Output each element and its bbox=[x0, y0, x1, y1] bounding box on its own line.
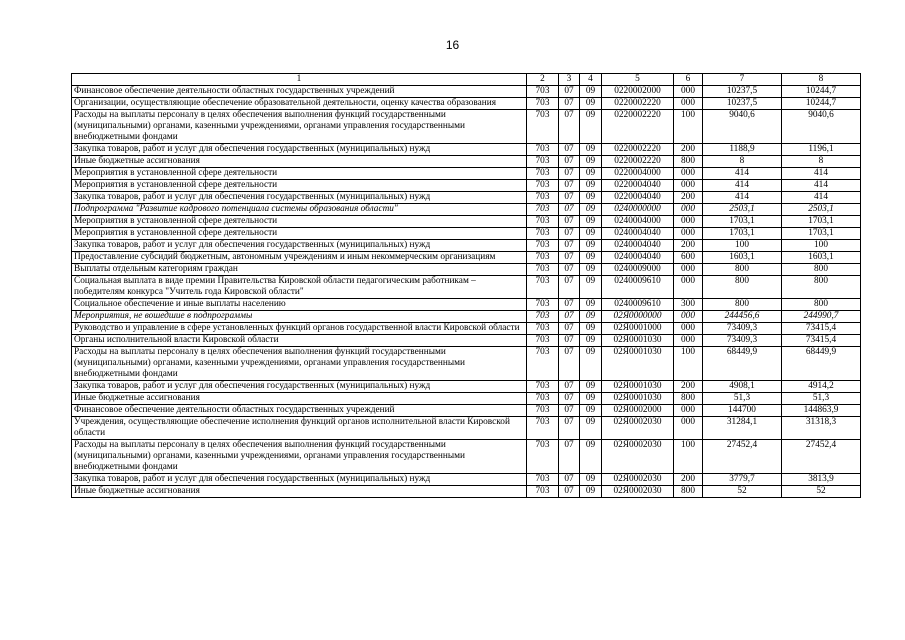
ministry-code-cell: 703 bbox=[527, 240, 559, 252]
row-name-cell: Финансовое обеспечение деятельности областных государственных учреждений bbox=[72, 405, 527, 417]
target-article-cell: 0220004000 bbox=[602, 168, 674, 180]
table-row bbox=[72, 192, 861, 204]
amount-year2-cell: 144863,9 bbox=[782, 405, 861, 417]
amount-year2-cell: 414 bbox=[782, 192, 861, 204]
subsection-cell: 09 bbox=[580, 417, 602, 440]
subsection-cell: 09 bbox=[580, 276, 602, 299]
row-name-cell: Расходы на выплаты персоналу в целях обеспечения выполнения функций государственными (муниципальными) органами, казенными учреждениями, органами управления государственными внебюджетными фондами bbox=[72, 347, 527, 381]
amount-year1-cell: 1703,1 bbox=[703, 216, 782, 228]
amount-year1-cell: 244456,6 bbox=[703, 311, 782, 323]
amount-year1-cell: 8 bbox=[703, 156, 782, 168]
row-name-cell: Закупка товаров, работ и услуг для обеспечения государственных (муниципальных) нужд bbox=[72, 144, 527, 156]
column-header: 1 bbox=[72, 74, 527, 86]
row-name-cell: Подпрограмма "Развитие кадрового потенциала системы образования области" bbox=[72, 204, 527, 216]
amount-year2-cell: 1703,1 bbox=[782, 216, 861, 228]
subsection-cell: 09 bbox=[580, 405, 602, 417]
amount-year1-cell: 1703,1 bbox=[703, 228, 782, 240]
column-header: 8 bbox=[782, 74, 861, 86]
row-name-cell: Закупка товаров, работ и услуг для обеспечения государственных (муниципальных) нужд bbox=[72, 240, 527, 252]
subsection-cell: 09 bbox=[580, 393, 602, 405]
expense-type-cell: 200 bbox=[674, 381, 703, 393]
amount-year1-cell: 10237,5 bbox=[703, 86, 782, 98]
table-row bbox=[72, 228, 861, 240]
row-name-cell: Закупка товаров, работ и услуг для обеспечения государственных (муниципальных) нужд bbox=[72, 381, 527, 393]
expense-type-cell: 800 bbox=[674, 486, 703, 498]
subsection-cell: 09 bbox=[580, 228, 602, 240]
target-article-cell: 0240004040 bbox=[602, 228, 674, 240]
subsection-cell: 09 bbox=[580, 192, 602, 204]
subsection-cell: 09 bbox=[580, 240, 602, 252]
row-name-cell: Учреждения, осуществляющие обеспечение исполнения функций органов исполнительной власти Кировской области bbox=[72, 417, 527, 440]
amount-year2-cell: 414 bbox=[782, 168, 861, 180]
subsection-cell: 09 bbox=[580, 323, 602, 335]
section-cell: 07 bbox=[559, 204, 580, 216]
target-article-cell: 0220004040 bbox=[602, 180, 674, 192]
table-row bbox=[72, 381, 861, 393]
table-row bbox=[72, 144, 861, 156]
table-row bbox=[72, 156, 861, 168]
ministry-code-cell: 703 bbox=[527, 486, 559, 498]
amount-year2-cell: 1603,1 bbox=[782, 252, 861, 264]
column-header: 2 bbox=[527, 74, 559, 86]
table-row bbox=[72, 276, 861, 299]
amount-year2-cell: 73415,4 bbox=[782, 335, 861, 347]
amount-year1-cell: 3779,7 bbox=[703, 474, 782, 486]
expense-type-cell: 000 bbox=[674, 168, 703, 180]
section-cell: 07 bbox=[559, 168, 580, 180]
amount-year1-cell: 51,3 bbox=[703, 393, 782, 405]
ministry-code-cell: 703 bbox=[527, 168, 559, 180]
table-row bbox=[72, 252, 861, 264]
target-article-cell: 02Я0001030 bbox=[602, 335, 674, 347]
section-cell: 07 bbox=[559, 440, 580, 474]
amount-year1-cell: 68449,9 bbox=[703, 347, 782, 381]
target-article-cell: 02Я0002030 bbox=[602, 474, 674, 486]
target-article-cell: 02Я0002030 bbox=[602, 440, 674, 474]
ministry-code-cell: 703 bbox=[527, 474, 559, 486]
amount-year1-cell: 414 bbox=[703, 192, 782, 204]
subsection-cell: 09 bbox=[580, 156, 602, 168]
table-row bbox=[72, 335, 861, 347]
ministry-code-cell: 703 bbox=[527, 204, 559, 216]
row-name-cell: Расходы на выплаты персоналу в целях обеспечения выполнения функций государственными (муниципальными) органами, казенными учреждениями, органами управления государственными внебюджетными фондами bbox=[72, 110, 527, 144]
table-row bbox=[72, 86, 861, 98]
amount-year1-cell: 2503,1 bbox=[703, 204, 782, 216]
ministry-code-cell: 703 bbox=[527, 347, 559, 381]
amount-year2-cell: 800 bbox=[782, 264, 861, 276]
section-cell: 07 bbox=[559, 276, 580, 299]
amount-year1-cell: 73409,3 bbox=[703, 335, 782, 347]
column-header: 4 bbox=[580, 74, 602, 86]
row-name-cell: Организации, осуществляющие обеспечение образовательной деятельности, оценку качества образования bbox=[72, 98, 527, 110]
section-cell: 07 bbox=[559, 347, 580, 381]
section-cell: 07 bbox=[559, 417, 580, 440]
table-row bbox=[72, 405, 861, 417]
section-cell: 07 bbox=[559, 216, 580, 228]
row-name-cell: Руководство и управление в сфере установленных функций органов государственной власти Кировской области bbox=[72, 323, 527, 335]
ministry-code-cell: 703 bbox=[527, 192, 559, 204]
ministry-code-cell: 703 bbox=[527, 299, 559, 311]
amount-year2-cell: 68449,9 bbox=[782, 347, 861, 381]
expense-type-cell: 000 bbox=[674, 276, 703, 299]
expense-type-cell: 200 bbox=[674, 240, 703, 252]
amount-year2-cell: 4914,2 bbox=[782, 381, 861, 393]
ministry-code-cell: 703 bbox=[527, 228, 559, 240]
expense-type-cell: 000 bbox=[674, 180, 703, 192]
target-article-cell: 0220004040 bbox=[602, 192, 674, 204]
subsection-cell: 09 bbox=[580, 381, 602, 393]
section-cell: 07 bbox=[559, 474, 580, 486]
table-row bbox=[72, 264, 861, 276]
amount-year2-cell: 10244,7 bbox=[782, 98, 861, 110]
subsection-cell: 09 bbox=[580, 311, 602, 323]
ministry-code-cell: 703 bbox=[527, 393, 559, 405]
subsection-cell: 09 bbox=[580, 474, 602, 486]
table-row bbox=[72, 486, 861, 498]
budget-table bbox=[71, 73, 861, 498]
target-article-cell: 02Я0002030 bbox=[602, 417, 674, 440]
expense-type-cell: 000 bbox=[674, 323, 703, 335]
amount-year1-cell: 800 bbox=[703, 299, 782, 311]
table-row bbox=[72, 204, 861, 216]
ministry-code-cell: 703 bbox=[527, 98, 559, 110]
table-row bbox=[72, 110, 861, 144]
section-cell: 07 bbox=[559, 311, 580, 323]
amount-year2-cell: 8 bbox=[782, 156, 861, 168]
target-article-cell: 02Я0000000 bbox=[602, 311, 674, 323]
amount-year1-cell: 31284,1 bbox=[703, 417, 782, 440]
amount-year2-cell: 100 bbox=[782, 240, 861, 252]
section-cell: 07 bbox=[559, 156, 580, 168]
target-article-cell: 0240009000 bbox=[602, 264, 674, 276]
target-article-cell: 0220002220 bbox=[602, 110, 674, 144]
row-name-cell: Органы исполнительной власти Кировской области bbox=[72, 335, 527, 347]
table-row bbox=[72, 180, 861, 192]
amount-year2-cell: 800 bbox=[782, 276, 861, 299]
amount-year2-cell: 414 bbox=[782, 180, 861, 192]
table-body bbox=[72, 86, 861, 498]
ministry-code-cell: 703 bbox=[527, 323, 559, 335]
section-cell: 07 bbox=[559, 180, 580, 192]
row-name-cell: Мероприятия, не вошедшие в подпрограммы bbox=[72, 311, 527, 323]
section-cell: 07 bbox=[559, 192, 580, 204]
ministry-code-cell: 703 bbox=[527, 276, 559, 299]
ministry-code-cell: 703 bbox=[527, 144, 559, 156]
row-name-cell: Мероприятия в установленной сфере деятельности bbox=[72, 168, 527, 180]
subsection-cell: 09 bbox=[580, 86, 602, 98]
amount-year2-cell: 73415,4 bbox=[782, 323, 861, 335]
column-header: 3 bbox=[559, 74, 580, 86]
expense-type-cell: 000 bbox=[674, 86, 703, 98]
section-cell: 07 bbox=[559, 299, 580, 311]
amount-year1-cell: 144700 bbox=[703, 405, 782, 417]
row-name-cell: Закупка товаров, работ и услуг для обеспечения государственных (муниципальных) нужд bbox=[72, 192, 527, 204]
subsection-cell: 09 bbox=[580, 252, 602, 264]
subsection-cell: 09 bbox=[580, 347, 602, 381]
row-name-cell: Мероприятия в установленной сфере деятельности bbox=[72, 216, 527, 228]
expense-type-cell: 100 bbox=[674, 347, 703, 381]
target-article-cell: 02Я0002030 bbox=[602, 486, 674, 498]
table-row bbox=[72, 347, 861, 381]
subsection-cell: 09 bbox=[580, 486, 602, 498]
row-name-cell: Иные бюджетные ассигнования bbox=[72, 156, 527, 168]
target-article-cell: 0240004000 bbox=[602, 216, 674, 228]
expense-type-cell: 800 bbox=[674, 156, 703, 168]
section-cell: 07 bbox=[559, 240, 580, 252]
expense-type-cell: 000 bbox=[674, 311, 703, 323]
amount-year1-cell: 52 bbox=[703, 486, 782, 498]
expense-type-cell: 100 bbox=[674, 110, 703, 144]
target-article-cell: 02Я0001000 bbox=[602, 323, 674, 335]
expense-type-cell: 200 bbox=[674, 192, 703, 204]
section-cell: 07 bbox=[559, 252, 580, 264]
amount-year1-cell: 1603,1 bbox=[703, 252, 782, 264]
ministry-code-cell: 703 bbox=[527, 86, 559, 98]
row-name-cell: Социальное обеспечение и иные выплаты населению bbox=[72, 299, 527, 311]
section-cell: 07 bbox=[559, 335, 580, 347]
column-header: 7 bbox=[703, 74, 782, 86]
page-number: 16 bbox=[445, 38, 460, 52]
row-name-cell: Иные бюджетные ассигнования bbox=[72, 393, 527, 405]
amount-year2-cell: 2503,1 bbox=[782, 204, 861, 216]
ministry-code-cell: 703 bbox=[527, 381, 559, 393]
expense-type-cell: 000 bbox=[674, 216, 703, 228]
target-article-cell: 02Я0001030 bbox=[602, 381, 674, 393]
expense-type-cell: 200 bbox=[674, 144, 703, 156]
table-row bbox=[72, 311, 861, 323]
target-article-cell: 0240009610 bbox=[602, 299, 674, 311]
amount-year1-cell: 800 bbox=[703, 264, 782, 276]
table-row bbox=[72, 474, 861, 486]
expense-type-cell: 200 bbox=[674, 474, 703, 486]
ministry-code-cell: 703 bbox=[527, 156, 559, 168]
row-name-cell: Мероприятия в установленной сфере деятельности bbox=[72, 228, 527, 240]
table-row bbox=[72, 299, 861, 311]
subsection-cell: 09 bbox=[580, 98, 602, 110]
target-article-cell: 0220002220 bbox=[602, 98, 674, 110]
target-article-cell: 02Я0001030 bbox=[602, 347, 674, 381]
section-cell: 07 bbox=[559, 98, 580, 110]
amount-year2-cell: 10244,7 bbox=[782, 86, 861, 98]
subsection-cell: 09 bbox=[580, 144, 602, 156]
amount-year2-cell: 31318,3 bbox=[782, 417, 861, 440]
target-article-cell: 0240004040 bbox=[602, 252, 674, 264]
expense-type-cell: 000 bbox=[674, 98, 703, 110]
section-cell: 07 bbox=[559, 144, 580, 156]
table-row bbox=[72, 168, 861, 180]
column-header: 6 bbox=[674, 74, 703, 86]
subsection-cell: 09 bbox=[580, 335, 602, 347]
target-article-cell: 0220002000 bbox=[602, 86, 674, 98]
target-article-cell: 0220002220 bbox=[602, 144, 674, 156]
column-header: 5 bbox=[602, 74, 674, 86]
target-article-cell: 02Я0002000 bbox=[602, 405, 674, 417]
expense-type-cell: 300 bbox=[674, 299, 703, 311]
amount-year1-cell: 100 bbox=[703, 240, 782, 252]
subsection-cell: 09 bbox=[580, 299, 602, 311]
target-article-cell: 0240000000 bbox=[602, 204, 674, 216]
amount-year2-cell: 27452,4 bbox=[782, 440, 861, 474]
section-cell: 07 bbox=[559, 486, 580, 498]
amount-year2-cell: 244990,7 bbox=[782, 311, 861, 323]
section-cell: 07 bbox=[559, 110, 580, 144]
table-header-row bbox=[72, 74, 861, 86]
table-row bbox=[72, 98, 861, 110]
target-article-cell: 02Я0001030 bbox=[602, 393, 674, 405]
ministry-code-cell: 703 bbox=[527, 180, 559, 192]
amount-year1-cell: 27452,4 bbox=[703, 440, 782, 474]
table-row bbox=[72, 216, 861, 228]
expense-type-cell: 800 bbox=[674, 393, 703, 405]
expense-type-cell: 000 bbox=[674, 417, 703, 440]
subsection-cell: 09 bbox=[580, 168, 602, 180]
ministry-code-cell: 703 bbox=[527, 110, 559, 144]
section-cell: 07 bbox=[559, 264, 580, 276]
row-name-cell: Социальная выплата в виде премии Правительства Кировской области педагогическим работникам – победителям конкурса "Учитель года Кировской области" bbox=[72, 276, 527, 299]
row-name-cell: Закупка товаров, работ и услуг для обеспечения государственных (муниципальных) нужд bbox=[72, 474, 527, 486]
expense-type-cell: 000 bbox=[674, 204, 703, 216]
target-article-cell: 0240004040 bbox=[602, 240, 674, 252]
section-cell: 07 bbox=[559, 228, 580, 240]
amount-year2-cell: 1703,1 bbox=[782, 228, 861, 240]
table-row bbox=[72, 393, 861, 405]
section-cell: 07 bbox=[559, 405, 580, 417]
amount-year1-cell: 800 bbox=[703, 276, 782, 299]
row-name-cell: Выплаты отдельным категориям граждан bbox=[72, 264, 527, 276]
row-name-cell: Мероприятия в установленной сфере деятельности bbox=[72, 180, 527, 192]
subsection-cell: 09 bbox=[580, 440, 602, 474]
ministry-code-cell: 703 bbox=[527, 405, 559, 417]
table-row bbox=[72, 240, 861, 252]
amount-year2-cell: 1196,1 bbox=[782, 144, 861, 156]
expense-type-cell: 000 bbox=[674, 228, 703, 240]
row-name-cell: Расходы на выплаты персоналу в целях обеспечения выполнения функций государственными (муниципальными) органами, казенными учреждениями, органами управления государственными внебюджетными фондами bbox=[72, 440, 527, 474]
subsection-cell: 09 bbox=[580, 110, 602, 144]
subsection-cell: 09 bbox=[580, 180, 602, 192]
amount-year1-cell: 414 bbox=[703, 168, 782, 180]
amount-year2-cell: 800 bbox=[782, 299, 861, 311]
row-name-cell: Предоставление субсидий бюджетным, автономным учреждениям и иным некоммерческим организациям bbox=[72, 252, 527, 264]
amount-year1-cell: 4908,1 bbox=[703, 381, 782, 393]
amount-year2-cell: 3813,9 bbox=[782, 474, 861, 486]
section-cell: 07 bbox=[559, 86, 580, 98]
amount-year1-cell: 1188,9 bbox=[703, 144, 782, 156]
amount-year1-cell: 10237,5 bbox=[703, 98, 782, 110]
section-cell: 07 bbox=[559, 393, 580, 405]
target-article-cell: 0240009610 bbox=[602, 276, 674, 299]
ministry-code-cell: 703 bbox=[527, 216, 559, 228]
section-cell: 07 bbox=[559, 381, 580, 393]
table-row bbox=[72, 417, 861, 440]
ministry-code-cell: 703 bbox=[527, 440, 559, 474]
expense-type-cell: 000 bbox=[674, 264, 703, 276]
expense-type-cell: 100 bbox=[674, 440, 703, 474]
subsection-cell: 09 bbox=[580, 264, 602, 276]
amount-year1-cell: 9040,6 bbox=[703, 110, 782, 144]
expense-type-cell: 000 bbox=[674, 405, 703, 417]
row-name-cell: Финансовое обеспечение деятельности областных государственных учреждений bbox=[72, 86, 527, 98]
amount-year1-cell: 414 bbox=[703, 180, 782, 192]
table-row bbox=[72, 323, 861, 335]
ministry-code-cell: 703 bbox=[527, 252, 559, 264]
row-name-cell: Иные бюджетные ассигнования bbox=[72, 486, 527, 498]
ministry-code-cell: 703 bbox=[527, 335, 559, 347]
target-article-cell: 0220002220 bbox=[602, 156, 674, 168]
amount-year2-cell: 9040,6 bbox=[782, 110, 861, 144]
section-cell: 07 bbox=[559, 323, 580, 335]
amount-year2-cell: 52 bbox=[782, 486, 861, 498]
table-row bbox=[72, 440, 861, 474]
amount-year1-cell: 73409,3 bbox=[703, 323, 782, 335]
ministry-code-cell: 703 bbox=[527, 311, 559, 323]
expense-type-cell: 000 bbox=[674, 335, 703, 347]
amount-year2-cell: 51,3 bbox=[782, 393, 861, 405]
subsection-cell: 09 bbox=[580, 204, 602, 216]
ministry-code-cell: 703 bbox=[527, 264, 559, 276]
subsection-cell: 09 bbox=[580, 216, 602, 228]
ministry-code-cell: 703 bbox=[527, 417, 559, 440]
expense-type-cell: 600 bbox=[674, 252, 703, 264]
